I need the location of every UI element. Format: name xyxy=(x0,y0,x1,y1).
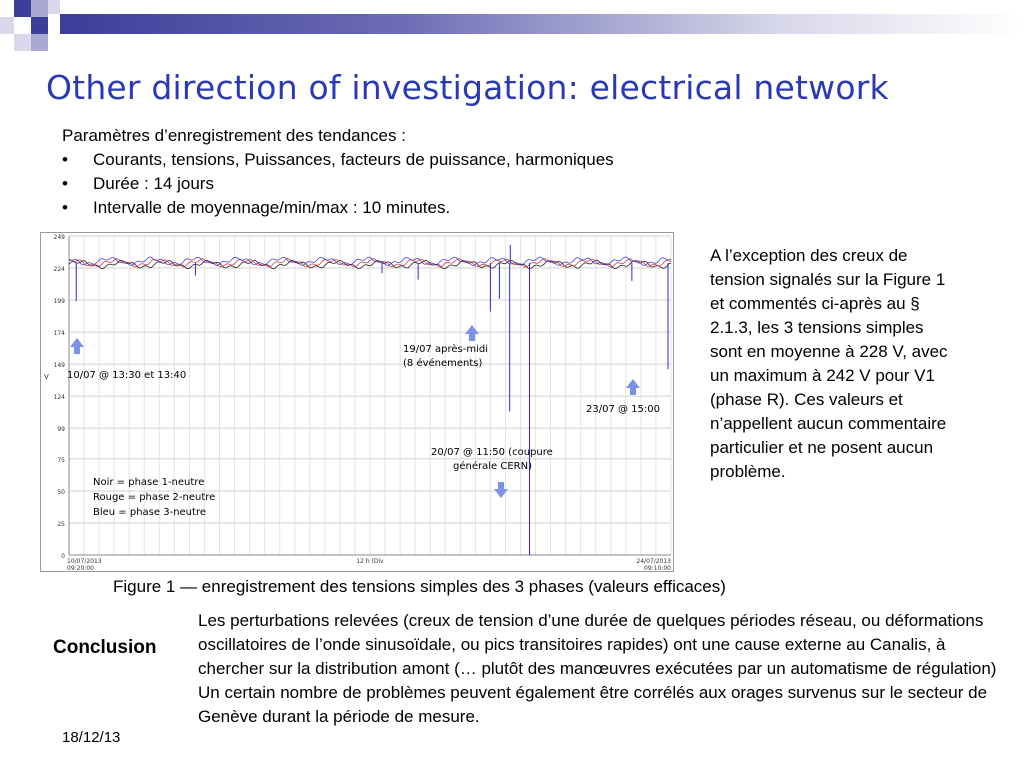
y-unit-label: V xyxy=(44,373,49,381)
conclusion-label: Conclusion xyxy=(53,637,157,658)
conclusion-text xyxy=(198,609,1010,729)
y-tick-label: 50 xyxy=(57,488,65,496)
slide-title: Other direction of investigation: electrical network xyxy=(46,68,889,107)
chart-annotations xyxy=(67,343,660,472)
legend-entry: Bleu = phase 3-neutre xyxy=(93,507,206,518)
chart-axis xyxy=(44,234,671,571)
parameter-bullet: • Durée : 14 jours xyxy=(62,172,614,196)
up-arrow-icon xyxy=(465,325,479,341)
legend-entry: Rouge = phase 2-neutre xyxy=(93,492,216,503)
parameter-bullet: • Intervalle de moyennage/min/max : 10 minutes. xyxy=(62,196,614,220)
up-arrow-icon xyxy=(626,379,640,395)
footer-date: 18/12/13 xyxy=(62,729,121,746)
decor-square xyxy=(31,17,48,34)
y-tick-label: 25 xyxy=(57,520,65,528)
x-tick-label: 12 h (Div xyxy=(356,558,384,565)
chart-legend xyxy=(93,477,215,518)
annotation-label: (8 événements) xyxy=(403,358,483,369)
decor-square xyxy=(14,0,31,17)
y-tick-label: 99 xyxy=(57,426,65,434)
voltage-chart xyxy=(40,232,674,572)
parameters-block xyxy=(62,124,614,220)
y-tick-label: 174 xyxy=(53,330,65,338)
decor-square xyxy=(31,34,48,51)
annotation-label: 19/07 après-midi xyxy=(403,344,488,355)
parameter-bullet: • Courants, tensions, Puissances, facteurs de puissance, harmoniques xyxy=(62,148,614,172)
parameters-list xyxy=(62,148,614,220)
x-tick-label: 09:10:00 xyxy=(644,565,671,571)
decor-square xyxy=(48,17,60,34)
y-tick-label: 149 xyxy=(53,362,65,370)
voltage-chart-svg xyxy=(41,233,673,571)
y-tick-label: 224 xyxy=(53,266,65,274)
decor-square xyxy=(31,0,48,17)
decor-square xyxy=(0,17,14,34)
side-commentary: A l’exception des creux de tension signalés sur la Figure 1 et commentés ci-après au § 2.1.3, les 3 tensions simples sont en moyenne à 228 V, avec un maximum à 242 V pour V1 (phase R). Ces valeurs et n’appellent aucun commentaire particulier et ne posent aucun problème. xyxy=(710,246,948,481)
up-arrow-icon xyxy=(70,338,84,354)
annotation-label: générale CERN) xyxy=(453,461,532,472)
decor-square xyxy=(14,34,31,51)
conclusion-paragraph: Les perturbations relevées (creux de tension d’une durée de quelques périodes réseau, ou déformations oscillatoires de l’onde sinusoïdale, ou pics transitoires rapides) ont une cause externe au Canalis, à chercher sur la distribution amont (… plutôt des manœuvres exécutées par un automatisme de régulation) xyxy=(198,611,997,678)
annotation-label: 20/07 @ 11:50 (coupure xyxy=(431,447,553,458)
y-tick-label: 0 xyxy=(61,553,65,560)
x-tick-label: 24/07/2013 xyxy=(636,558,671,565)
decor-square xyxy=(14,17,31,34)
legend-entry: Noir = phase 1-neutre xyxy=(93,477,205,488)
conclusion-paragraph: Un certain nombre de problèmes peuvent également être corrélés aux orages survenus sur le secteur de Genève durant la période de mesure. xyxy=(198,683,988,726)
decor-square xyxy=(48,0,60,14)
x-tick-label: 10/07/2013 xyxy=(67,558,102,565)
y-tick-label: 124 xyxy=(53,394,65,402)
parameters-heading: Paramètres d’enregistrement des tendances : xyxy=(62,126,406,145)
annotation-label: 23/07 @ 15:00 xyxy=(586,404,660,415)
annotation-label: 10/07 @ 13:30 et 13:40 xyxy=(67,370,187,381)
header-gradient-band xyxy=(60,14,1024,34)
x-tick-label: 09:20:00 xyxy=(67,565,94,571)
figure-caption: Figure 1 — enregistrement des tensions simples des 3 phases (valeurs efficaces) xyxy=(113,577,726,596)
y-tick-label: 249 xyxy=(53,234,65,241)
y-tick-label: 199 xyxy=(53,298,65,306)
y-tick-label: 75 xyxy=(57,456,65,464)
